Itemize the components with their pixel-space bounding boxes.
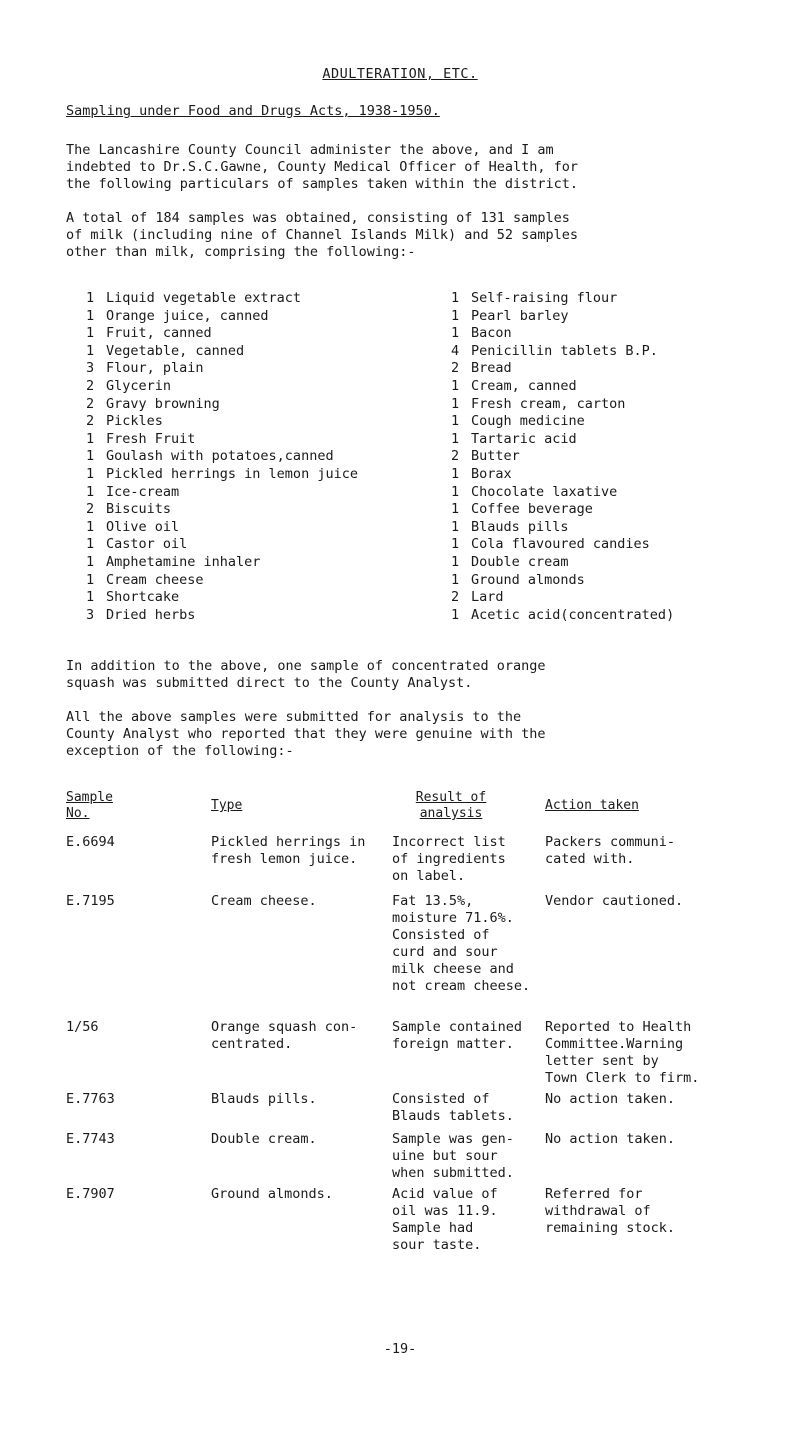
list-item	[86, 484, 358, 502]
table-row	[66, 1186, 766, 1266]
item-name: Biscuits	[106, 501, 172, 518]
totals-paragraph: A total of 184 samples was obtained, consisting of 131 samples of milk (including nine of Channel Islands Milk) and 52 samples other than milk, comprising the following:-	[66, 210, 579, 260]
item-name: Coffee beverage	[471, 501, 593, 518]
cell-type: Pickled herrings in fresh lemon juice.	[211, 834, 366, 867]
item-quantity: 1	[86, 536, 95, 553]
cell-action: No action taken.	[545, 1091, 676, 1107]
item-name: Double cream	[471, 553, 569, 570]
list-item	[451, 448, 674, 466]
list-item	[86, 343, 358, 361]
list-item	[451, 501, 674, 519]
list-item	[86, 572, 358, 590]
list-item	[451, 484, 674, 502]
item-name: Goulash with potatoes,canned	[106, 448, 334, 465]
intro-paragraph: The Lancashire County Council administer the above, and I am indebted to Dr.S.C.Gawne, County Medical Officer of Health, for the following particulars of samples taken within the district.	[66, 142, 579, 192]
item-name: Pickled herrings in lemon juice	[106, 465, 358, 482]
list-item	[451, 466, 674, 484]
list-item	[86, 290, 358, 308]
cell-action: Reported to Health Committee.Warning letter sent by Town Clerk to firm.	[545, 1019, 700, 1086]
item-quantity: 4	[451, 342, 460, 359]
list-item	[86, 308, 358, 326]
item-quantity: 1	[451, 536, 460, 553]
header-type: Type	[211, 798, 243, 813]
cell-sample-no: E.6694	[66, 834, 115, 850]
item-quantity: 1	[86, 518, 95, 535]
item-quantity: 1	[451, 290, 460, 306]
list-item	[451, 572, 674, 590]
item-name: Fresh cream, carton	[471, 395, 626, 412]
cell-action: Packers communi- cated with.	[545, 834, 676, 867]
item-quantity: 2	[86, 395, 95, 412]
list-item	[451, 536, 674, 554]
item-quantity: 1	[86, 325, 95, 342]
list-item	[451, 413, 674, 431]
cell-action: Referred for withdrawal of remaining stock.	[545, 1186, 676, 1236]
item-name: Vegetable, canned	[106, 342, 245, 359]
list-item	[86, 413, 358, 431]
item-quantity: 1	[451, 483, 460, 500]
item-quantity: 1	[451, 413, 460, 430]
item-name: Liquid vegetable extract	[106, 290, 302, 306]
list-item	[86, 501, 358, 519]
page-number: -19-	[383, 1341, 417, 1357]
section-subheading: Sampling under Food and Drugs Acts, 1938-1950.	[66, 103, 440, 119]
item-name: Self-raising flour	[471, 290, 618, 306]
cell-sample-no: E.7907	[66, 1186, 115, 1202]
list-item	[86, 589, 358, 607]
cell-result: Incorrect list of ingredients on label.	[392, 834, 506, 884]
table-row	[66, 1091, 766, 1131]
item-quantity: 2	[86, 377, 95, 394]
list-item	[451, 325, 674, 343]
item-quantity: 1	[451, 465, 460, 482]
item-name: Castor oil	[106, 536, 188, 553]
list-item	[86, 325, 358, 343]
cell-result: Acid value of oil was 11.9. Sample had sour taste.	[392, 1186, 498, 1253]
table-row	[66, 893, 766, 1019]
item-name: Ice-cream	[106, 483, 180, 500]
list-item	[86, 519, 358, 537]
list-item	[451, 431, 674, 449]
exceptions-table	[66, 790, 766, 1266]
list-item	[451, 554, 674, 572]
cell-action: Vendor cautioned.	[545, 893, 684, 909]
item-name: Orange juice, canned	[106, 307, 269, 324]
list-item	[86, 431, 358, 449]
item-name: Cough medicine	[471, 413, 585, 430]
item-name: Dried herbs	[106, 606, 196, 623]
table-row	[66, 1019, 766, 1091]
item-name: Tartaric acid	[471, 430, 577, 447]
item-name: Bacon	[471, 325, 512, 342]
cell-action: No action taken.	[545, 1131, 676, 1147]
cell-type: Double cream.	[211, 1131, 317, 1147]
list-item	[86, 554, 358, 572]
item-name: Butter	[471, 448, 520, 465]
list-item	[86, 396, 358, 414]
list-item	[86, 448, 358, 466]
item-name: Borax	[471, 465, 512, 482]
item-quantity: 2	[451, 360, 460, 377]
item-quantity: 1	[451, 430, 460, 447]
item-quantity: 1	[451, 501, 460, 518]
items-left-column	[86, 290, 358, 624]
item-quantity: 3	[86, 606, 95, 623]
item-name: Penicillin tablets B.P.	[471, 342, 658, 359]
item-quantity: 3	[86, 360, 95, 377]
item-quantity: 1	[451, 606, 460, 623]
item-quantity: 2	[86, 501, 95, 518]
cell-result: Consisted of Blauds tablets.	[392, 1091, 514, 1124]
cell-sample-no: 1/56	[66, 1019, 99, 1035]
list-item	[451, 308, 674, 326]
item-quantity: 1	[86, 483, 95, 500]
item-quantity: 1	[86, 571, 95, 588]
item-name: Amphetamine inhaler	[106, 553, 261, 570]
table-row	[66, 834, 766, 893]
cell-sample-no: E.7743	[66, 1131, 115, 1147]
item-quantity: 1	[86, 307, 95, 324]
item-quantity: 1	[451, 571, 460, 588]
item-name: Glycerin	[106, 377, 172, 394]
item-quantity: 2	[451, 448, 460, 465]
item-name: Flour, plain	[106, 360, 204, 377]
list-item	[451, 360, 674, 378]
item-quantity: 1	[86, 448, 95, 465]
item-quantity: 1	[86, 465, 95, 482]
list-item	[86, 466, 358, 484]
table-row	[66, 1131, 766, 1186]
list-item	[451, 519, 674, 537]
item-quantity: 1	[86, 553, 95, 570]
list-item	[86, 360, 358, 378]
cell-type: Cream cheese.	[211, 893, 317, 909]
cell-result: Fat 13.5%, moisture 71.6%. Consisted of curd and sour milk cheese and not cream cheese.	[392, 893, 531, 994]
cell-type: Blauds pills.	[211, 1091, 317, 1107]
list-item	[86, 378, 358, 396]
header-result: Result of analysis	[415, 790, 487, 821]
header-sample-no: Sample No.	[66, 790, 113, 821]
items-right-column	[451, 290, 674, 624]
item-quantity: 1	[86, 342, 95, 359]
table-body	[66, 834, 766, 1266]
item-name: Ground almonds	[471, 571, 585, 588]
item-quantity: 2	[86, 413, 95, 430]
header-action: Action taken	[545, 798, 639, 813]
table-header	[66, 790, 766, 834]
item-quantity: 1	[451, 518, 460, 535]
item-name: Pearl barley	[471, 307, 569, 324]
item-quantity: 1	[451, 553, 460, 570]
item-name: Cream cheese	[106, 571, 204, 588]
list-item	[86, 536, 358, 554]
cell-sample-no: E.7195	[66, 893, 115, 909]
list-item	[451, 343, 674, 361]
item-quantity: 1	[451, 325, 460, 342]
item-name: Bread	[471, 360, 512, 377]
item-name: Fresh Fruit	[106, 430, 196, 447]
item-quantity: 1	[451, 395, 460, 412]
cell-type: Ground almonds.	[211, 1186, 333, 1202]
item-name: Blauds pills	[471, 518, 569, 535]
cell-result: Sample contained foreign matter.	[392, 1019, 523, 1052]
addition-paragraph: In addition to the above, one sample of concentrated orange squash was submitted direct to the County Analyst.	[66, 658, 546, 691]
item-name: Pickles	[106, 413, 163, 430]
list-item	[86, 607, 358, 625]
list-item	[451, 378, 674, 396]
cell-type: Orange squash con- centrated.	[211, 1019, 358, 1052]
item-name: Fruit, canned	[106, 325, 212, 342]
item-quantity: 1	[86, 589, 95, 606]
item-name: Chocolate laxative	[471, 483, 618, 500]
cell-result: Sample was gen- uine but sour when submitted.	[392, 1131, 514, 1181]
list-item	[451, 396, 674, 414]
item-quantity: 1	[86, 290, 95, 306]
list-item	[451, 290, 674, 308]
item-name: Acetic acid(concentrated)	[471, 606, 675, 623]
item-name: Cola flavoured candies	[471, 536, 650, 553]
item-name: Olive oil	[106, 518, 180, 535]
cell-sample-no: E.7763	[66, 1091, 115, 1107]
list-item	[451, 589, 674, 607]
item-name: Gravy browning	[106, 395, 220, 412]
item-quantity: 1	[451, 307, 460, 324]
item-name: Cream, canned	[471, 377, 577, 394]
submitted-paragraph: All the above samples were submitted for analysis to the County Analyst who reported that they were genuine with the exception of the following:-	[66, 709, 546, 759]
item-name: Shortcake	[106, 589, 180, 606]
page-heading: ADULTERATION, ETC.	[322, 66, 478, 82]
item-name: Lard	[471, 589, 504, 606]
item-quantity: 1	[86, 430, 95, 447]
item-quantity: 2	[451, 589, 460, 606]
list-item	[451, 607, 674, 625]
item-quantity: 1	[451, 377, 460, 394]
